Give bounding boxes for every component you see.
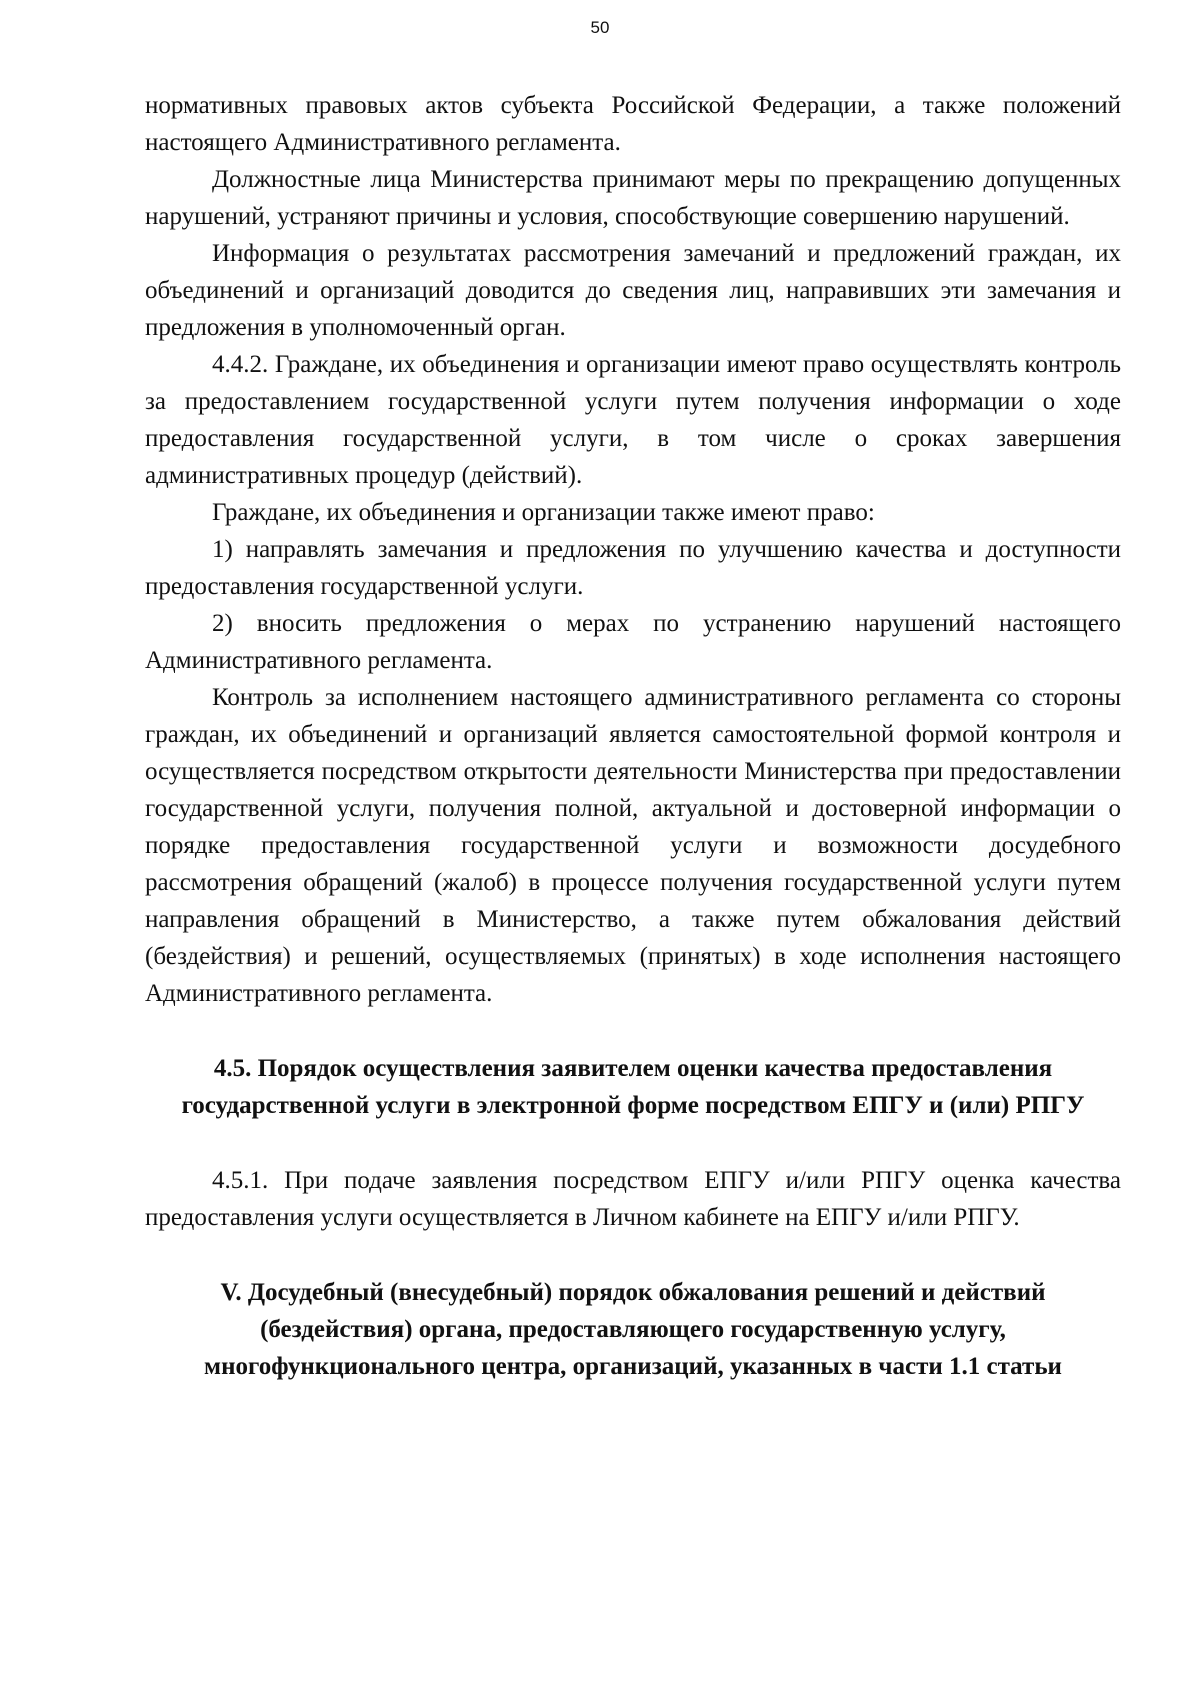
page-number: 50 — [590, 18, 610, 37]
section-heading-v: V. Досудебный (внесудебный) порядок обжалования решений и действий (бездействия) органа, предоставляющего государственную услугу, многофункционального центра, организаций, указанных в части 1.1 статьи — [204, 1279, 1062, 1380]
paragraph-officials-measures: Должностные лица Министерства принимают меры по прекращению допущенных нарушений, устраняют причины и условия, способствующие совершению нарушений. — [145, 166, 1121, 230]
paragraph-right-1: 1) направлять замечания и предложения по улучшению качества и доступности предоставления государственной услуги. — [145, 536, 1121, 600]
paragraph-4-5-1: 4.5.1. При подаче заявления посредством ЕПГУ и/или РПГУ оценка качества предоставления услуги осуществляется в Личном кабинете на ЕПГУ и/или РПГУ. — [145, 1167, 1121, 1231]
paragraph-control-citizens: Контроль за исполнением настоящего административного регламента со стороны граждан, их объединений и организаций является самостоятельной формой контроля и осуществляется посредством открытости деятельности Министерства при предоставлении государственной услуги, получения полной, актуальной и достоверной информации о порядке предоставления государственной услуги и возможности досудебного рассмотрения обращений (жалоб) в процессе получения государственной услуги путем направления обращений в Министерство, а также путем обжалования действий (бездействия) и решений, осуществляемых (принятых) в ходе исполнения настоящего Административного регламента. — [145, 684, 1121, 1007]
document-body — [145, 87, 1121, 1385]
paragraph-results-information: Информация о результатах рассмотрения замечаний и предложений граждан, их объединений и организаций доводится до сведения лиц, направивших эти замечания и предложения в уполномоченный орган. — [145, 240, 1121, 341]
paragraph-continuation: нормативных правовых актов субъекта Российской Федерации, а также положений настоящего Административного регламента. — [145, 92, 1121, 156]
paragraph-right-2: 2) вносить предложения о мерах по устранению нарушений настоящего Административного регламента. — [145, 610, 1121, 674]
paragraph-4-4-2: 4.4.2. Граждане, их объединения и организации имеют право осуществлять контроль за предоставлением государственной услуги путем получения информации о ходе предоставления государственной услуги, в том числе о сроках завершения административных процедур (действий). — [145, 351, 1121, 489]
paragraph-citizens-rights: Граждане, их объединения и организации также имеют право: — [212, 499, 875, 526]
section-heading-4-5: 4.5. Порядок осуществления заявителем оценки качества предоставления государственной услуги в электронной форме посредством ЕПГУ и (или) РПГУ — [181, 1055, 1085, 1119]
